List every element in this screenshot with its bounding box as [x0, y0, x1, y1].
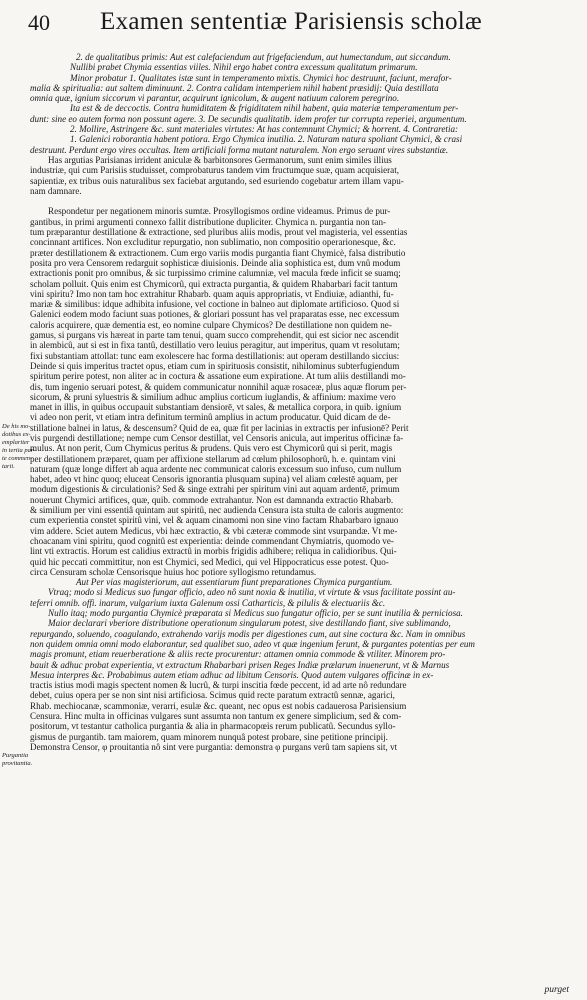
text-line: mariæ & similibus: idque adhibita infusione, vel coctione in balneo aut diplomate artificioso. Quod si — [30, 299, 400, 310]
text-line: Censura. Hinc multa in officinas vulgares sunt assumta non tantum ex genere simplicium, sed & com- — [30, 711, 402, 721]
text-line: Has argutias Parisianas irrident aniculæ & barbitonsores Germanorum, sunt enim similes illius — [48, 154, 392, 165]
text-line: Aut Per vias magisteriorum, aut essentiarum fiunt preparationes Chymica purgantium. — [76, 577, 393, 588]
text-line: bauit & adhuc probat experientia, vt extractum Rhabarbari prisen Reges Indiæ prælarum inuenerunt, vt & Marnus — [30, 659, 450, 670]
text-line: malia & spiritualia: aut saltem diminuunt. 2. Contra calidam intemperiem nihil habent præsidij: Quia destillata — [30, 82, 439, 93]
text-line: mulus. At non perit, Cum Chymicus peritus & prudens. Quis vero est Chymicorû qui si perit, magis — [30, 443, 393, 454]
text-line: gantibus, in primi argumenti connexo fallit distributione dupliciter. Chymica n. purgantia non tan- — [30, 216, 387, 227]
text-line: per destillationem præparet, quam per affixione stellarum ad cœlum philosophorû, h. e. quintam vini — [30, 453, 396, 464]
page-header — [28, 8, 568, 40]
text-line — [30, 196, 570, 206]
text-line: magis promunt, etiam reuerberatione & aliis recte procurentur: attamen omnia commode & vtiliter. Minorem pro- — [30, 649, 446, 660]
catchword: purget — [544, 985, 569, 995]
page-number: 40 — [28, 10, 50, 35]
text-line: repurgando, soluendo, coagulando, extrahendo varijs modis per digestiones cum, aut sine coctura &c. Nam in omnibus — [30, 628, 466, 639]
text-line: scholam polluit. Quis enim est Chymicorû, qui extracta purgantia, & quidem Rhabarbari facit tantum — [30, 278, 398, 289]
text-line: sapientiæ, ex tribus ouis naturalibus sex faciebat argutando, sed esuriendo cogebatur artem illam vapu- — [30, 175, 404, 186]
text-line: Maior declarari vberiore distributione operationum singularum potest, sive destillando fiant, sive sublimando, — [48, 618, 451, 629]
text-line: dis, tum ingenio seruari potest, & quidem communicatur nonnihil aquæ rosaceæ, plus aquæ florum per- — [30, 381, 407, 392]
text-line: vim addere. Sciet autem Medicus, vbi hæc extractio, & vbi cæteræ commode sint vsurpandæ. Vt me- — [30, 525, 398, 536]
text-line: 2. Mollire, Astringere &c. sunt materiales virtutes: At has contemnunt Chymici; & horrent. 4. Contraretia: — [70, 124, 459, 135]
text-line: Respondetur per negationem minoris sumtæ. Prosyllogismos ordine videamus. Primus de pur- — [48, 206, 391, 217]
text-line: in alembicû, aut si est in fixa tantû, destillatio vero leuius peragitur, aut imperitus, quam vt resolutam; — [30, 340, 400, 351]
text-line: Ita est & de deccoctis. Contra humiditatem & frigiditatem nihil habent, quia materiæ temperamentum per- — [70, 103, 459, 114]
running-head: Examen sententiæ Parisiensis scholæ — [100, 8, 482, 35]
margin-note: Purgantia provitantia. — [2, 752, 33, 768]
text-line: Minor probatur 1. Qualitates istæ sunt in temperamento mixtis. Chymici hoc destruunt, faciunt, merafor- — [70, 72, 452, 83]
text-line: nouerunt Chymici artifices, quæ, quib. commode extrahantur. Non est damnanda extractio Rhabarb. — [30, 494, 394, 505]
text-line: habet, adeo vt hinc quoq; eluceat Censoris ignorantia plusquam supina) vel aliam cœlestē aquam, per — [30, 474, 398, 485]
text-line: circa Censuram scholæ Censorisque huius hoc potiore syllogismo retundamus. — [30, 566, 317, 577]
text-line: caloris acquirere, quæ dementia est, eo nomine culpare Chymicos? De destillatione non quidem ne- — [30, 319, 392, 330]
text-line: 1. Galenici roborantia habent potiora. Ergo Chymica inutilia. 2. Naturam natura spoliant Chymici, & crasi — [70, 134, 463, 145]
text-line: Galenici eodem modo faciunt suas potiones, & gloriari possunt has vel praparatas esse, nec excessum — [30, 309, 400, 320]
text-line: nam damnare. — [30, 185, 82, 196]
text-line: Nullibi prabet Chymia essentias viiles. Nihil ergo habet contra excessum qualitatum primarum. — [70, 62, 418, 73]
text-line: tractis istius modi magis spectent nomen & lucrû, & turpi inscitia fœde peccent, id ad arte nô redundare — [30, 680, 407, 691]
text-line: quid hic peccati committitur, non est Chymici, sed Medici, qui vel Hippocraticus esse potest. Quo- — [30, 556, 389, 567]
text-line: choacanam vini spiritu, quod cognitû est experientia: deinde commendant Chymiatris, quomodo ve- — [30, 535, 394, 546]
text-line: modum digestionis & circulationis? Sed & singe extrahi per spiritum vini aut aquam ardentē, primum — [30, 484, 400, 495]
text-line: fixi substantiam attollat: tunc eam exolescere hac forma destillationis: aut operam destillando siccius: — [30, 350, 400, 361]
text-line: naturam (quæ longe differt ab aqua ardente nec communicat caloris excessum suo infuso, cum nullum — [30, 463, 402, 474]
text-line: vis purgendi destillatione; nempe cum Censor destillat, vel Censoris anicula, aut imperitus officinæ fa- — [30, 432, 404, 443]
text-line: Rhab. mechiocanæ, scammoniæ, verarri, esulæ &c. queant, nec opus est nobis cadauerosa Parisiensium — [30, 700, 407, 711]
text-line: extractionis ponit pro omnibus, & sic turpissimo crimine calumniæ, vel macula fœde inficit se suamq; — [30, 268, 401, 279]
text-line: concinnant artifices. Non excluditur repurgatio, non sublimatio, non compositio operarionesque, &c. — [30, 237, 396, 248]
text-line: spiritum perire potest, non aliter ac in coctura & assatione eum expiratione. At tum aliis destillandi mo- — [30, 371, 406, 382]
text-line: vini spiritu? Imo non tam hoc extrahitur Rhabarb. quam aquis appropriatis, vt Endiuiæ, adianthi, fu- — [30, 288, 394, 299]
text-line: debet, cuius opera per se non sint nisi artificiosa. Scimus quid recte paratum extractû sennæ, agarici, — [30, 690, 395, 701]
text-line: præter destillationem & extractionem. Cum ergo variis modis purgantia fiant Chymicè, falsa distributio — [30, 247, 406, 258]
text-line: positorum, vt testantur catholica purgantia & alia in pharmacopœis rerum publicatû. Secundus syllo- — [30, 721, 396, 732]
text-line: teferri omnib. offi. inarum, vulgarium iuxta Galenum ossi Catharticis, & pilulis & electuariis &c. — [30, 597, 386, 608]
text-line: vi adeo non perit, vt etiam intra definitum terminû amplius in actum producatur. Quid dicam de de- — [30, 412, 391, 423]
text-line: industriæ, qui cum Parisiis studuisset, comprobaturus tandem vim fructumque suæ, quam acquisierat, — [30, 165, 400, 176]
text-line: & similium per vini essentiâ quintam aut spiritû, nec audienda Censura ista stulta de caloris augmento: — [30, 505, 404, 516]
text-line: Deinde si quis imperitus tractet opus, etiam cum in spirituosis consistit, nihilominus subterfugiendum — [30, 360, 400, 371]
margin-note: De his mo- dotibus ex- emplariter in tertia par- te commen- tarii. — [2, 422, 36, 470]
text-line: gamus, si purgans vis hæreat in parte tam tenui, quam succo comprehendit, qui est sicior nec ascendit — [30, 330, 399, 341]
text-line: dunt: sine eo autem forma non possunt agere. 3. De secundis qualitatib. idem profer tur corrupta reperiei, argumentum. — [30, 113, 467, 124]
text-line: posita pro vera Censorem redarguit sophisticæ diuisionis. Deinde alia sophistica est, dum vnû modum — [30, 257, 401, 268]
text-line: sicorum, & pruni syluestris & similium adhuc amplius corticum iuglandis, & affinium: maxime vero — [30, 391, 396, 402]
text-line: omnia quæ, ignium siccorum vi parantur, acquirunt ignicolum, & augent natiuum calorem peregrino. — [30, 93, 400, 104]
text-line: gismus de purgantib. tam maiorem, quam minorem nunquâ potest probare, sine petitione principij. — [30, 731, 388, 742]
text-line: manet in illis, in quibus occupauit substantiam densiorē, vt sales, & metallica corpora, in quib. igníum — [30, 402, 402, 413]
text-line: destruunt. Perdunt ergo vires occultas. Item artificiali forma mutant naturalem. Non ergo seruant vires substantiæ. — [30, 144, 449, 155]
text-line: Demonstra Censor, φ prouitantia nô sint vere purgantia: demonstra φ purgans verû tam sapiens sit, vt — [30, 741, 398, 752]
body-text — [30, 52, 570, 752]
text-line: Mesua interpres &c. Probabimus autem etiam adhuc ad libitum Censoris. Quod autem vulgares officinæ in ex- — [30, 669, 434, 680]
text-line: 2. de qualitatibus primis: Aut est calefaciendum aut frigefaciendum, aut humectandum, aut siccandum. — [76, 52, 451, 62]
text-line: Nullo itaq; modo purgantia Chymicè præparata si Medicus suo fungatur officio, per se sunt inutilia & perniciosa. — [48, 608, 463, 619]
text-line: non quidem omnia omni modo elaborantur, sed qualibet suo, adeo vt quæ ingenium ferunt, & purgantes potentias per eum — [30, 638, 475, 649]
text-line: cum experientia constet spiritû vini, vel & aquam cinamomi non sine vino factam Rhabarbaro ignauo — [30, 515, 399, 526]
text-line: stillatione balnei in latus, & descensum? Quid de ea, quæ fit per lacinias in extractis per infusionē? Perit — [30, 422, 409, 433]
text-line: Vtraq; modo si Medicus suo fungar officio, adeo nô sunt noxia & inutilia, vt virtute & vsus facilitate possint au- — [48, 587, 456, 598]
text-line: tum præparantur destillatione & extractione, sed pluribus aliis modis, prout vel magisteria, vel essentias — [30, 227, 408, 238]
text-line: lint vti extractis. Horum est calidius extractû in morbis frigidis adhibere; reliqua in calidioribus. Qui- — [30, 546, 397, 557]
